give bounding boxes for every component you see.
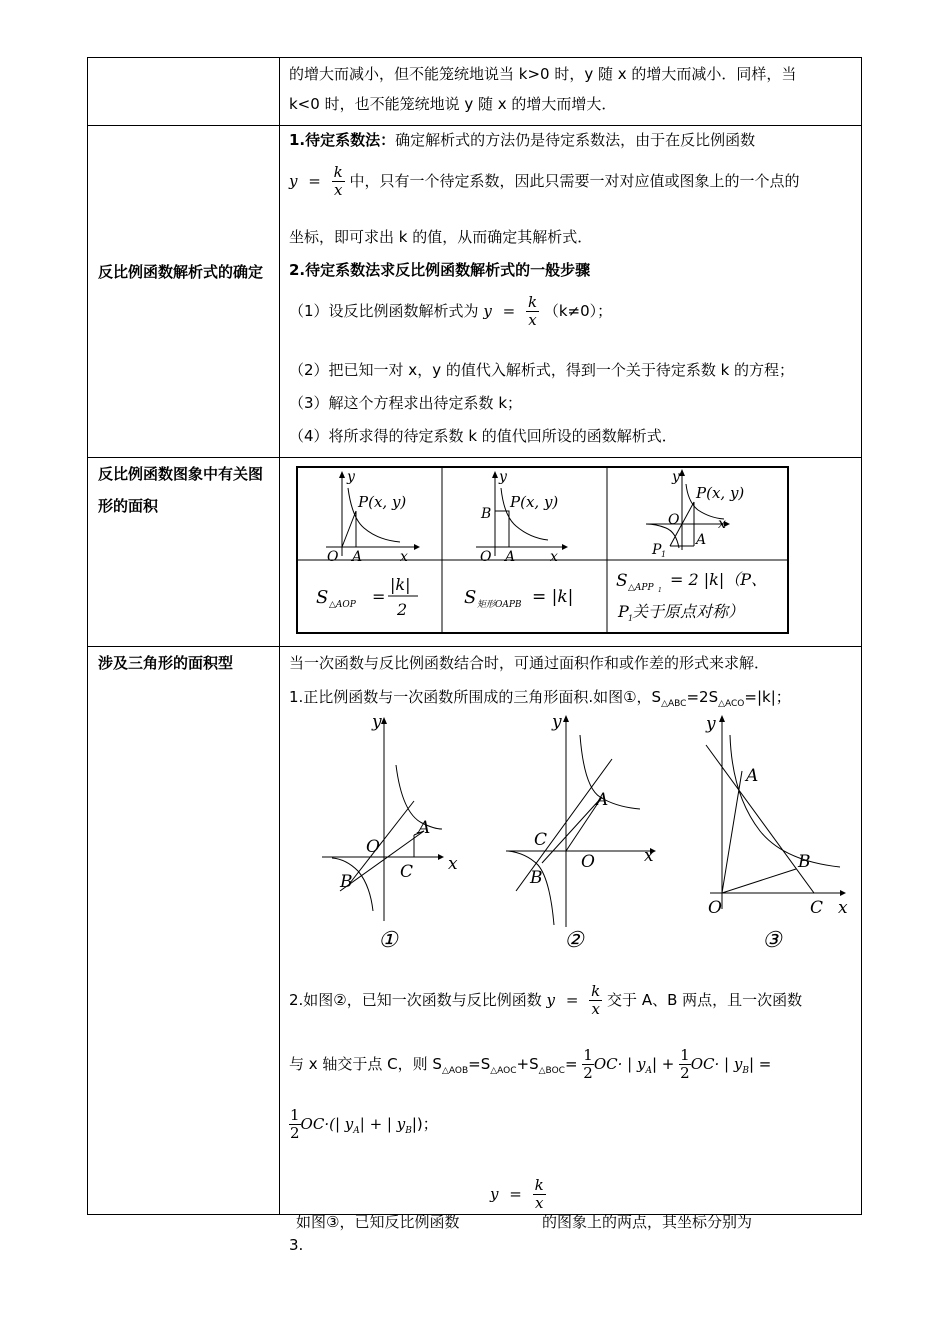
point-3-formula: y = $\frac{k}{x}$	[490, 1176, 544, 1212]
triangle-figures	[280, 712, 860, 953]
table-row-analytic-expression	[87, 125, 862, 458]
svg-text:P(x, y): P(x, y)	[696, 484, 745, 502]
row-label-cell	[88, 647, 280, 1214]
svg-text:O: O	[668, 512, 680, 528]
svg-text:x: x	[400, 549, 408, 565]
svg-text:O: O	[581, 852, 595, 872]
svg-text:P(x, y): P(x, y)	[510, 493, 559, 511]
table-row-triangle-area	[87, 646, 862, 1254]
table-row-monotonic	[87, 57, 862, 126]
row-label: 涉及三角形的面积型	[98, 654, 234, 672]
row-label-cell	[88, 458, 280, 646]
svg-text:y: y	[372, 712, 382, 732]
figure-1	[322, 712, 458, 953]
svg-text:= 2 |k|（P、: = 2 |k|（P、	[670, 570, 768, 589]
step-2: （2）把已知一对 x，y 的值代入解析式，得到一个关于待定系数 k 的方程；	[289, 361, 795, 379]
svg-text:B: B	[481, 506, 492, 522]
paragraph-1: 1.待定系数法：确定解析式的方法仍是待定系数法，由于在反比例函数	[289, 131, 756, 149]
step-1: （1）设反比例函数解析式为 y = $\frac{k}{x}$ （k≠0）；	[289, 293, 613, 329]
svg-text:y: y	[499, 469, 507, 485]
formula-oapb	[464, 587, 573, 610]
svg-text:C: C	[400, 862, 414, 882]
text-line: k<0 时，也不能笼统地说 y 随 x 的增大而增大．	[289, 95, 617, 113]
svg-text:P: P	[652, 542, 662, 558]
svg-text:y: y	[706, 714, 716, 734]
area-figure-table	[296, 466, 796, 638]
step-4: （4）将所求得的待定系数 k 的值代回所设的函数解析式．	[289, 427, 677, 445]
table-row-area-figures	[87, 457, 862, 647]
point-3-number: 3.	[289, 1236, 304, 1254]
svg-text:S: S	[316, 587, 329, 608]
fraction-k-over-x: $\frac{k}{x}$	[333, 163, 343, 199]
heading-undetermined-coefficient: 1.待定系数法：	[289, 131, 396, 149]
row-label-cell	[88, 58, 280, 125]
svg-text:B: B	[530, 868, 543, 888]
svg-text:A: A	[505, 549, 516, 565]
figure-3	[705, 714, 848, 953]
formula-line: y = $\frac{k}{x}$ 中，只有一个待定系数，因此只需要一对对应值或图象上的一个点的	[289, 163, 800, 199]
fraction-k-over-x: $\frac{k}{x}$	[591, 982, 601, 1018]
svg-text:△AOP: △AOP	[329, 600, 356, 610]
heading-steps: 2.待定系数法求反比例函数解析式的一般步骤	[289, 261, 591, 279]
svg-text:P(x, y): P(x, y)	[358, 493, 407, 511]
point-2-line-1: 2.如图②，已知一次函数与反比例函数 y = $\frac{k}{x}$ 交于 A、B 两点，且一次函数	[289, 982, 803, 1018]
svg-text:y: y	[552, 712, 562, 732]
row-content-cell	[280, 58, 861, 125]
formula-app1	[616, 570, 767, 623]
graph-aop	[326, 469, 420, 565]
svg-text:O: O	[366, 837, 380, 857]
svg-text:矩形OAPB: 矩形OAPB	[477, 600, 522, 610]
point-1: 1.正比例函数与一次函数所围成的三角形面积.如图①，$S_{\triangle ABC}=2S_{\triangle ACO}=|k|$；	[289, 688, 791, 709]
graph-app1	[646, 469, 744, 559]
svg-text:B: B	[798, 852, 811, 872]
svg-text:关于原点对称）: 关于原点对称）	[632, 602, 745, 621]
formula-aop	[316, 575, 418, 619]
row-content-cell	[280, 458, 861, 646]
svg-text:①: ①	[378, 928, 398, 953]
row-content-cell	[280, 126, 861, 457]
svg-text:A: A	[352, 549, 363, 565]
svg-text:y: y	[347, 469, 355, 485]
svg-text:A: A	[596, 790, 609, 810]
svg-text:x: x	[448, 854, 458, 874]
svg-text:O: O	[480, 549, 492, 565]
svg-text:A: A	[418, 818, 431, 838]
graph-oapb	[476, 469, 568, 565]
svg-text:x: x	[718, 516, 726, 532]
svg-text:2: 2	[397, 600, 408, 619]
fraction-k-over-x: $\frac{k}{x}$	[527, 293, 538, 329]
svg-text:y: y	[672, 469, 680, 485]
svg-text:C: C	[810, 898, 824, 918]
row-label: 反比例函数解析式的确定	[98, 263, 264, 281]
point-3-text-a: 如图③，已知反比例函数	[296, 1213, 460, 1231]
text-line: 坐标，即可求出 k 的值，从而确定其解析式．	[289, 228, 593, 246]
svg-text:B: B	[340, 872, 353, 892]
svg-text:|k|: |k|	[390, 575, 411, 594]
fraction-k-over-x: $\frac{k}{x}$	[534, 1176, 544, 1212]
svg-text:②: ②	[564, 928, 584, 953]
step-3: （3）解这个方程求出待定系数 k；	[289, 394, 522, 412]
svg-text:x: x	[644, 846, 654, 866]
point-2-line-2: 与 x 轴交于点 C，则 $S_{\triangle AOB}=S_{\triangle AOC}+S_{\triangle BOC}=$ $\frac{1}{2}$ OC· | $y_A|$ + $\frac{1}{2}$ OC· | $y_B|$ =	[289, 1046, 772, 1082]
svg-text:P: P	[618, 602, 629, 621]
svg-text:1: 1	[628, 614, 634, 623]
svg-text:A: A	[696, 532, 707, 548]
svg-text:△APP: △APP	[628, 583, 654, 593]
intro-text: 当一次函数与反比例函数结合时，可通过面积作和或作差的形式来求解．	[289, 654, 770, 672]
svg-text:1: 1	[661, 550, 667, 559]
svg-text:A: A	[746, 766, 759, 786]
svg-text:x: x	[550, 549, 558, 565]
svg-text:S: S	[616, 571, 628, 591]
text-line: 的增大而减小，但不能笼统地说当 k>0 时，y 随 x 的增大而减小．同样，当	[289, 65, 797, 83]
figure-2	[506, 712, 656, 953]
point-2-line-3: $\frac{1}{2}$ OC·(| $y_A|$ + | $y_B|$)；	[290, 1106, 438, 1142]
svg-text:C: C	[534, 830, 548, 850]
svg-text:S: S	[464, 587, 477, 608]
point-3-text-b: 的图象上的两点，其坐标分别为	[542, 1213, 753, 1231]
row-content-cell	[280, 647, 861, 1254]
svg-text:=: =	[372, 587, 386, 606]
svg-text:x: x	[838, 898, 848, 918]
svg-text:= |k|: = |k|	[532, 587, 574, 607]
svg-text:O: O	[327, 549, 339, 565]
svg-text:1: 1	[658, 587, 662, 594]
knowledge-table	[87, 57, 862, 1254]
row-label-cell	[88, 126, 280, 457]
svg-text:O: O	[708, 898, 722, 918]
row-label: 反比例函数图象中有关图形的面积	[98, 465, 264, 515]
svg-text:③: ③	[762, 928, 782, 953]
